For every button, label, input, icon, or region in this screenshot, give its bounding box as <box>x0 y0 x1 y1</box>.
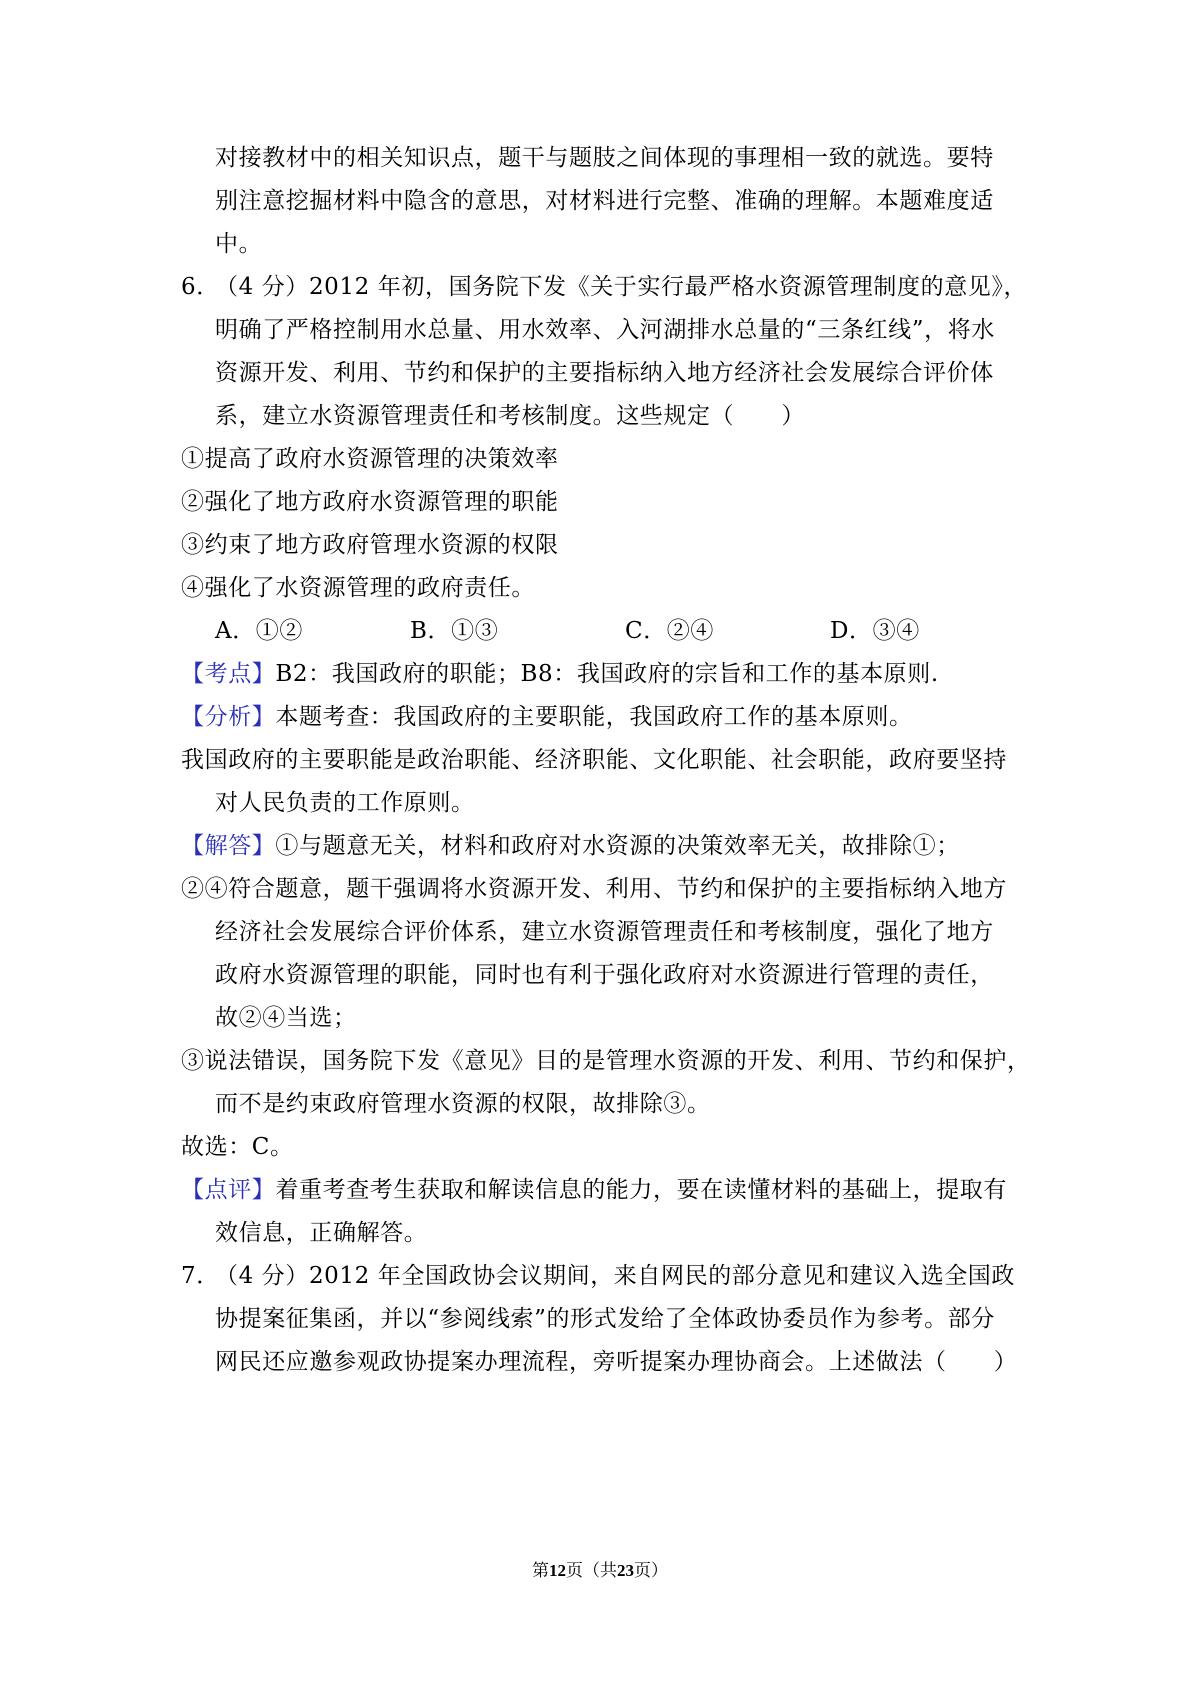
paragraph-line: 对人民负责的工作原则。 <box>215 790 475 816</box>
option-b: B．①③ <box>410 618 499 644</box>
question-stem-line: 网民还应邀参观政协提案办理流程，旁听提案办理协商会。上述做法（ ） <box>215 1349 1018 1375</box>
question-number: 7． <box>181 1263 220 1289</box>
footer-page-number: 12 <box>549 1561 566 1580</box>
statement-item: ②强化了地方政府水资源管理的职能 <box>181 489 559 515</box>
dianping-tag: 【点评】 <box>181 1177 276 1203</box>
fenxi-text: 本题考查：我国政府的主要职能，我国政府工作的基本原则。 <box>275 704 913 730</box>
paragraph-line: ③说法错误，国务院下发《意见》目的是管理水资源的开发、利用、节约和保护， <box>181 1048 1031 1074</box>
paragraph-line: ②④符合题意，题干强调将水资源开发、利用、节约和保护的主要指标纳入地方 <box>181 876 1007 902</box>
statement-item: ①提高了政府水资源管理的决策效率 <box>181 446 559 472</box>
jieda-text: ①与题意无关，材料和政府对水资源的决策效率无关，故排除①； <box>275 833 960 859</box>
paragraph-line: 而不是约束政府管理水资源的权限，故排除③。 <box>215 1091 711 1117</box>
kaodian-text: B2：我国政府的职能；B8：我国政府的宗旨和工作的基本原则. <box>275 661 939 687</box>
dianping-text: 着重考查考生获取和解读信息的能力，要在读懂材料的基础上，提取有 <box>275 1177 1008 1203</box>
paragraph-line: 经济社会发展综合评价体系，建立水资源管理责任和考核制度，强化了地方 <box>215 919 994 945</box>
question-stem-line: （4 分）2012 年初，国务院下发《关于实行最严格水资源管理制度的意见》， <box>215 274 1028 300</box>
paragraph-line: 故②④当选； <box>215 1005 357 1031</box>
fenxi-line <box>181 702 913 732</box>
question-stem-line: （4 分）2012 年全国政协会议期间，来自网民的部分意见和建议入选全国政 <box>215 1263 1015 1289</box>
question-stem-line: 系，建立水资源管理责任和考核制度。这些规定（ ） <box>215 403 805 429</box>
option-c: C．②④ <box>625 618 714 644</box>
statement-item: ④强化了水资源管理的政府责任。 <box>181 575 535 601</box>
paragraph-line: 对接教材中的相关知识点，题干与题肢之间体现的事理相一致的就选。要特 <box>215 145 994 171</box>
paragraph-line: 别注意挖掘材料中隐含的意思，对材料进行完整、准确的理解。本题难度适 <box>215 188 994 214</box>
question-stem-line: 明确了严格控制用水总量、用水效率、入河湖排水总量的“三条红线”，将水 <box>215 317 995 343</box>
paragraph-line: 我国政府的主要职能是政治职能、经济职能、文化职能、社会职能，政府要坚持 <box>181 747 1007 773</box>
page-footer <box>0 1561 1200 1581</box>
question-stem-line: 资源开发、利用、节约和保护的主要指标纳入地方经济社会发展综合评价体 <box>215 360 994 386</box>
jieda-tag: 【解答】 <box>181 833 276 859</box>
footer-prefix: 第 <box>532 1561 549 1581</box>
fenxi-tag: 【分析】 <box>181 704 276 730</box>
footer-total-pages: 23 <box>617 1561 634 1580</box>
kaodian-line <box>181 659 939 689</box>
statement-item: ③约束了地方政府管理水资源的权限 <box>181 532 559 558</box>
footer-suffix: 页） <box>634 1561 668 1581</box>
jieda-line <box>181 831 960 861</box>
option-a: A．①② <box>215 618 304 644</box>
option-d: D．③④ <box>830 618 920 644</box>
kaodian-tag: 【考点】 <box>181 661 276 687</box>
paragraph-line: 政府水资源管理的职能，同时也有利于强化政府对水资源进行管理的责任， <box>215 962 994 988</box>
question-number: 6． <box>181 274 220 300</box>
paragraph-line: 中。 <box>215 231 263 257</box>
question-stem-line: 协提案征集函，并以“参阅线索”的形式发给了全体政协委员作为参考。部分 <box>215 1306 995 1332</box>
dianping-line <box>181 1175 1007 1205</box>
footer-middle: 页（共 <box>566 1561 617 1581</box>
answer-line: 故选：C。 <box>181 1134 294 1160</box>
paragraph-line: 效信息，正确解答。 <box>215 1220 428 1246</box>
